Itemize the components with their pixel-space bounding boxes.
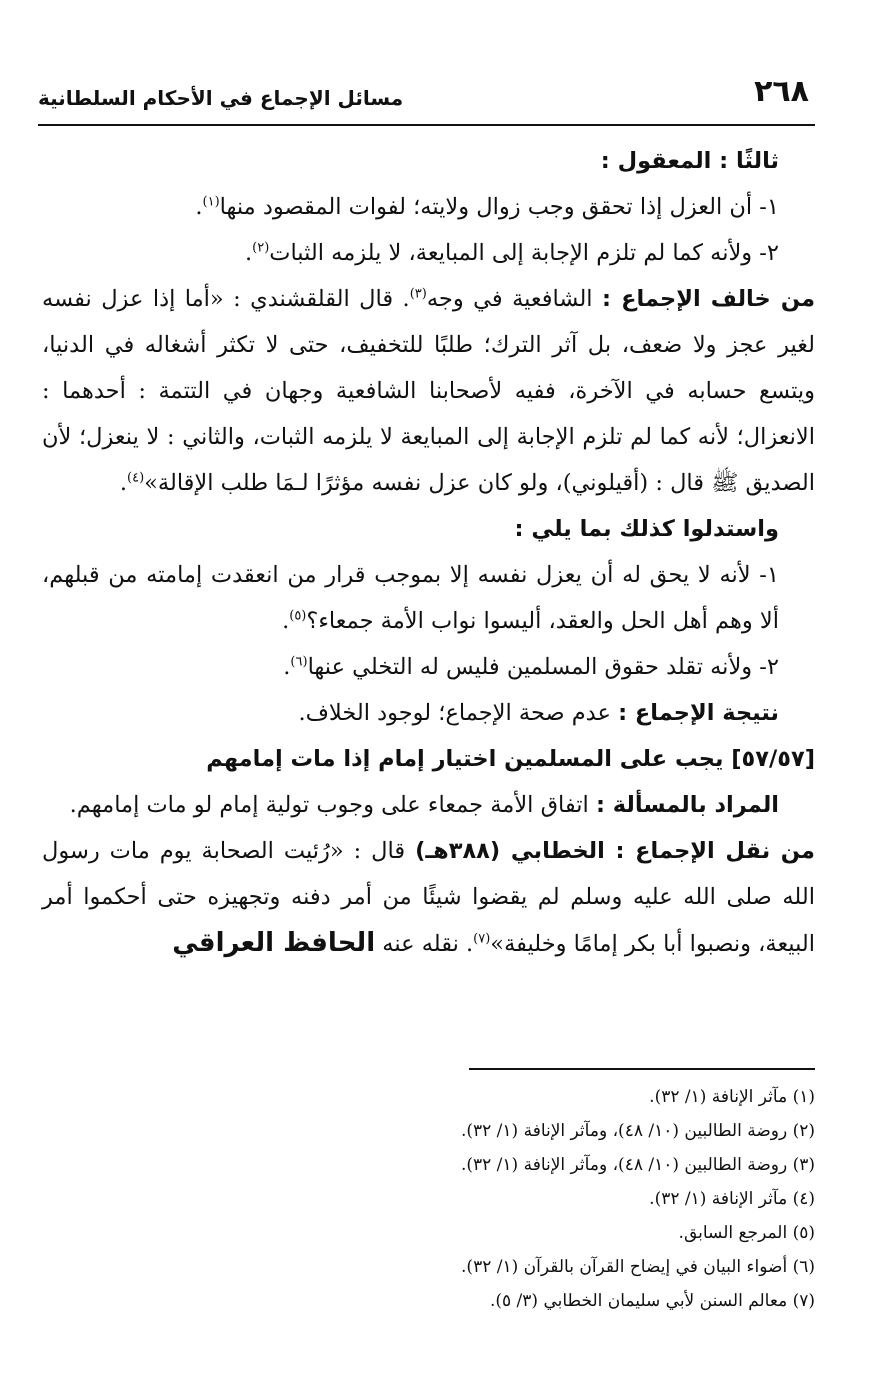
page-number: ٢٦٨	[754, 74, 809, 109]
page-header	[38, 72, 815, 126]
transmitted-label: من نقل الإجماع :	[615, 838, 815, 864]
running-title: مسائل الإجماع في الأحكام السلطانية	[38, 86, 404, 110]
footnote-ref-7: (٧)	[473, 931, 491, 947]
footnote-2: (٢) روضة الطالبين (١٠/ ٤٨)، ومآثر الإنافة (١/ ٣٢).	[460, 1121, 815, 1141]
footnote-3: (٣) روضة الطالبين (١٠/ ٤٨)، ومآثر الإنافة (١/ ٣٢).	[460, 1155, 815, 1175]
item-3-end: .	[282, 608, 290, 634]
item-4-end: .	[283, 654, 291, 680]
dissent-end: .	[119, 470, 127, 496]
footnote-ref-1: (١)	[202, 194, 220, 210]
item-2-text: ٢- ولأنه كما لم تلزم الإجابة إلى المبايعة، لا يلزمه الثبات	[269, 240, 779, 266]
main-text	[42, 138, 815, 967]
paragraph-transmitted	[42, 828, 815, 967]
paragraph-dissent	[42, 276, 815, 506]
footnote-ref-5: (٥)	[289, 608, 307, 624]
meaning-label: المراد بالمسألة :	[595, 792, 779, 818]
item-2-end: .	[244, 240, 253, 266]
paragraph-item-4	[42, 644, 815, 690]
footnote-ref-6: (٦)	[290, 654, 308, 670]
footnote-ref-3: (٣)	[409, 286, 427, 302]
item-4-text: ٢- ولأنه تقلد حقوق المسلمين فليس له التخلي عنها	[307, 654, 779, 680]
transmitted-name: الخطابي (٣٨٨هـ)	[415, 838, 616, 864]
paragraph-item-2	[42, 230, 815, 276]
footnotes	[42, 1080, 815, 1318]
footnote-4: (٤) مآثر الإنافة (١/ ٣٢).	[649, 1189, 815, 1209]
footnote-separator	[469, 1068, 815, 1070]
item-1-text: ١- أن العزل إذا تحقق وجب زوال ولايته؛ لفوات المقصود منها	[219, 194, 779, 220]
paragraph-result	[42, 690, 815, 736]
result-text: عدم صحة الإجماع؛ لوجود الخلاف.	[298, 700, 619, 726]
item-3-text: ١- لأنه لا يحق له أن يعزل نفسه إلا بموجب قرار من انعقدت إمامته من قبلهم، ألا وهم أهل الحل والعقد، أليسوا نواب الأمة جمعاء؟	[42, 562, 779, 634]
meaning-text: اتفاق الأمة جمعاء على وجوب تولية إمام لو مات إمامهم.	[69, 792, 596, 818]
footnote-1: (١) مآثر الإنافة (١/ ٣٢).	[649, 1087, 815, 1107]
also-heading: واستدلوا كذلك بما يلي :	[514, 516, 779, 542]
footnote-6: (٦) أضواء البيان في إيضاح القرآن بالقرآن (١/ ٣٢).	[461, 1257, 815, 1277]
transmitted-tail: الحافظ العراقي	[172, 928, 376, 958]
paragraph-item-3	[42, 552, 815, 644]
footnote-5: (٥) المرجع السابق.	[678, 1223, 815, 1243]
dissent-text-1: الشافعية في وجه	[426, 286, 602, 312]
footnote-ref-2: (٢)	[252, 240, 270, 256]
paragraph-meaning	[42, 782, 815, 828]
item-1-end: .	[195, 194, 203, 220]
dissent-text-2: . قال القلقشندي : «أما إذا عزل نفسه لغير عجز ولا ضعف، بل آثر الترك؛ طلبًا للتخفيف، حتى لا تكثر أشغاله في الدنيا، ويتسع حسابه في الآخرة، ففيه لأصحابنا الشافعية وجهان في التتمة : أحدهما : الانعزال؛ لأنه كما لم تلزم الإجابة إلى المبايعة لا يلزمه الثبات، والثاني : لا ينعزل؛ لأن الصديق ﷺ قال : (أقيلوني)، ولو كان عزل نفسه مؤثرًا لـمَا طلب الإقالة»	[42, 286, 815, 496]
transmitted-text: قال : «رُئيت الصحابة يوم مات رسول الله صلى الله عليه وسلم لم يقضوا شيئًا من أمر دفنه وتجهيزه حتى أحكموا أمر البيعة، ونصبوا أبا بكر إمامًا وخليفة»	[42, 838, 815, 957]
section-heading: ثالثًا : المعقول :	[600, 148, 779, 174]
issue-title: [٥٧/٥٧] يجب على المسلمين اختيار إمام إذا مات إمامهم	[206, 746, 815, 772]
result-label: نتيجة الإجماع :	[618, 700, 779, 726]
transmitted-text-2: . نقله عنه	[375, 931, 474, 957]
footnote-ref-4: (٤)	[127, 470, 145, 486]
footnote-7: (٧) معالم السنن لأبي سليمان الخطابي (٣/ ٥).	[489, 1291, 815, 1311]
paragraph-item-1	[42, 184, 815, 230]
dissent-label: من خالف الإجماع :	[602, 286, 815, 312]
